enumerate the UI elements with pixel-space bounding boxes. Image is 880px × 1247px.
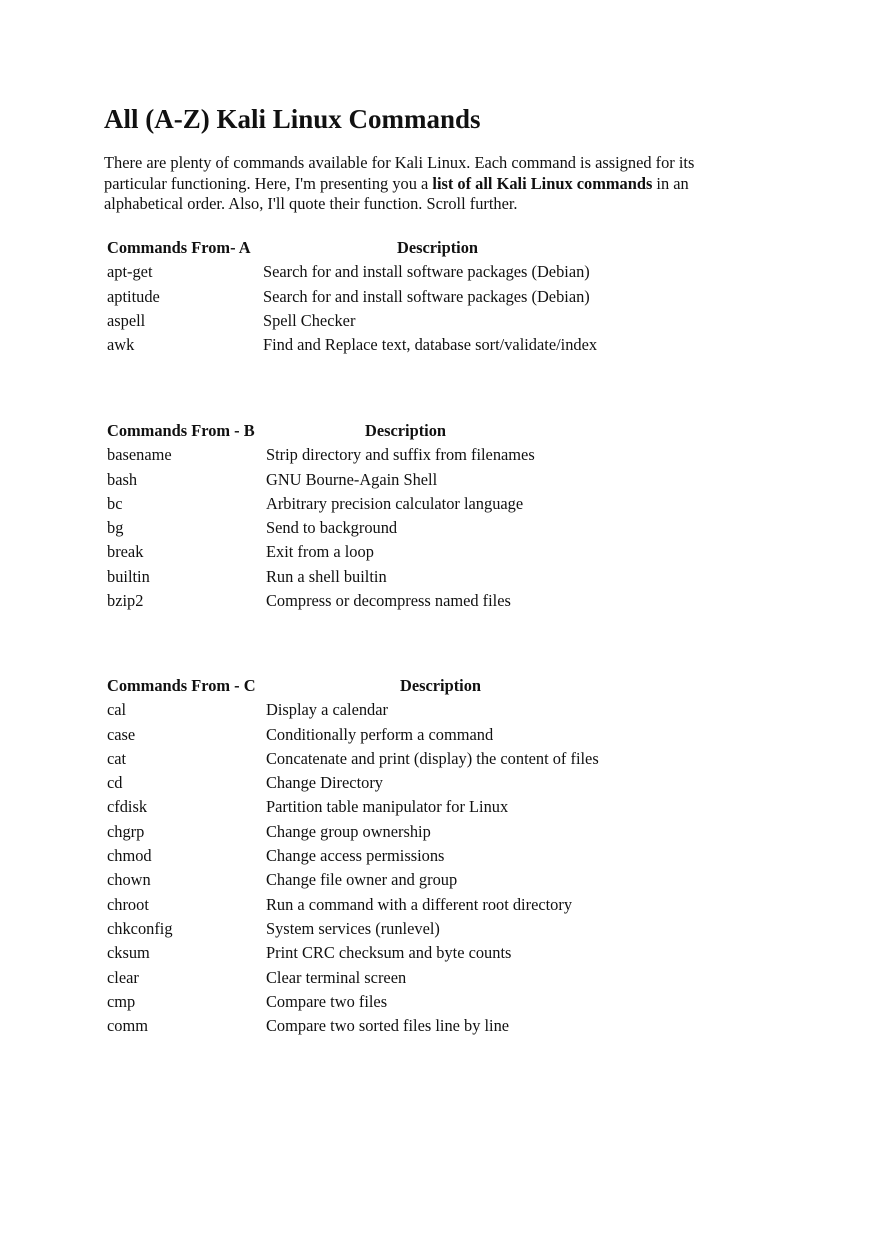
command-name: break: [107, 542, 144, 562]
commands-section-c: [107, 677, 727, 1041]
command-row: [107, 774, 727, 798]
command-description: System services (runlevel): [266, 918, 440, 938]
command-name: aptitude: [107, 286, 160, 306]
command-description: Run a shell builtin: [266, 566, 387, 586]
section-header: [107, 677, 727, 701]
command-row: [107, 920, 727, 944]
command-column-header: Commands From - B: [107, 421, 255, 440]
command-name: cat: [107, 748, 127, 768]
command-description: GNU Bourne-Again Shell: [266, 469, 438, 489]
command-row: [107, 798, 727, 822]
command-name: cmp: [107, 991, 136, 1011]
command-description: Partition table manipulator for Linux: [266, 797, 509, 817]
command-description: Search for and install software packages (Debian): [263, 286, 590, 306]
command-name: chkconfig: [107, 918, 173, 938]
command-name: aspell: [107, 310, 146, 330]
command-row: [107, 519, 727, 543]
section-header: [107, 422, 727, 446]
intro-paragraph: [104, 153, 754, 215]
command-row: [107, 288, 727, 312]
command-row: [107, 871, 727, 895]
command-column-header: Commands From - C: [107, 676, 256, 695]
command-name: bg: [107, 518, 124, 538]
command-description: Compress or decompress named files: [266, 591, 511, 611]
command-row: [107, 543, 727, 567]
command-name: cfdisk: [107, 797, 148, 817]
command-row: [107, 726, 727, 750]
command-row: [107, 993, 727, 1017]
command-name: bzip2: [107, 591, 144, 611]
command-name: chgrp: [107, 821, 145, 841]
command-row: [107, 847, 727, 871]
command-row: [107, 336, 727, 360]
command-column-header: Commands From- A: [107, 238, 251, 257]
page-title: All (A-Z) Kali Linux Commands: [104, 104, 481, 134]
command-description: Search for and install software packages (Debian): [263, 262, 590, 282]
command-row: [107, 823, 727, 847]
command-name: apt-get: [107, 262, 153, 282]
intro-bold-phrase: list of all Kali Linux commands: [432, 173, 653, 193]
command-row: [107, 495, 727, 519]
command-description: Spell Checker: [263, 310, 356, 330]
description-column-header: Description: [397, 238, 479, 257]
command-row: [107, 944, 727, 968]
command-row: [107, 896, 727, 920]
command-description: Arbitrary precision calculator language: [266, 493, 524, 513]
command-list: [107, 446, 727, 616]
command-name: cd: [107, 773, 123, 793]
command-description: Change Directory: [266, 773, 383, 793]
command-description: Print CRC checksum and byte counts: [266, 943, 512, 963]
command-description: Clear terminal screen: [266, 967, 407, 987]
command-description: Strip directory and suffix from filenames: [266, 445, 535, 465]
command-row: [107, 471, 727, 495]
intro-text-end: in an alphabetical order. Also, I'll quote their function. Scroll further.: [104, 173, 689, 213]
command-name: chown: [107, 870, 151, 890]
command-row: [107, 701, 727, 725]
command-description: Send to background: [266, 518, 398, 538]
section-header: [107, 239, 727, 263]
description-column-header: Description: [365, 421, 447, 440]
command-list: [107, 701, 727, 1041]
command-row: [107, 1017, 727, 1041]
command-row: [107, 568, 727, 592]
command-description: Run a command with a different root directory: [266, 894, 573, 914]
command-description: Compare two files: [266, 991, 388, 1011]
command-name: basename: [107, 445, 172, 465]
command-description: Change access permissions: [266, 846, 445, 866]
command-list: [107, 263, 727, 360]
command-row: [107, 969, 727, 993]
commands-section-a: [107, 239, 727, 360]
command-description: Change group ownership: [266, 821, 431, 841]
command-description: Find and Replace text, database sort/validate/index: [263, 335, 598, 355]
command-description: Concatenate and print (display) the content of files: [266, 748, 599, 768]
command-row: [107, 592, 727, 616]
command-name: comm: [107, 1016, 148, 1036]
command-name: case: [107, 724, 136, 744]
command-name: bash: [107, 469, 138, 489]
command-name: cksum: [107, 943, 150, 963]
command-name: builtin: [107, 566, 150, 586]
command-name: clear: [107, 967, 139, 987]
command-description: Compare two sorted files line by line: [266, 1016, 510, 1036]
command-description: Change file owner and group: [266, 870, 458, 890]
command-row: [107, 446, 727, 470]
command-description: Display a calendar: [266, 700, 388, 720]
command-name: cal: [107, 700, 127, 720]
command-row: [107, 750, 727, 774]
command-name: bc: [107, 493, 123, 513]
command-description: Exit from a loop: [266, 542, 374, 562]
command-row: [107, 263, 727, 287]
description-column-header: Description: [400, 676, 482, 695]
intro-text-start: There are plenty of commands available for Kali Linux. Each command is assigned for its particular functioning. Here, I'm presenting you a: [104, 153, 695, 193]
command-description: Conditionally perform a command: [266, 724, 494, 744]
command-name: chroot: [107, 894, 149, 914]
command-row: [107, 312, 727, 336]
command-name: awk: [107, 335, 135, 355]
commands-section-b: [107, 422, 727, 616]
command-name: chmod: [107, 846, 152, 866]
